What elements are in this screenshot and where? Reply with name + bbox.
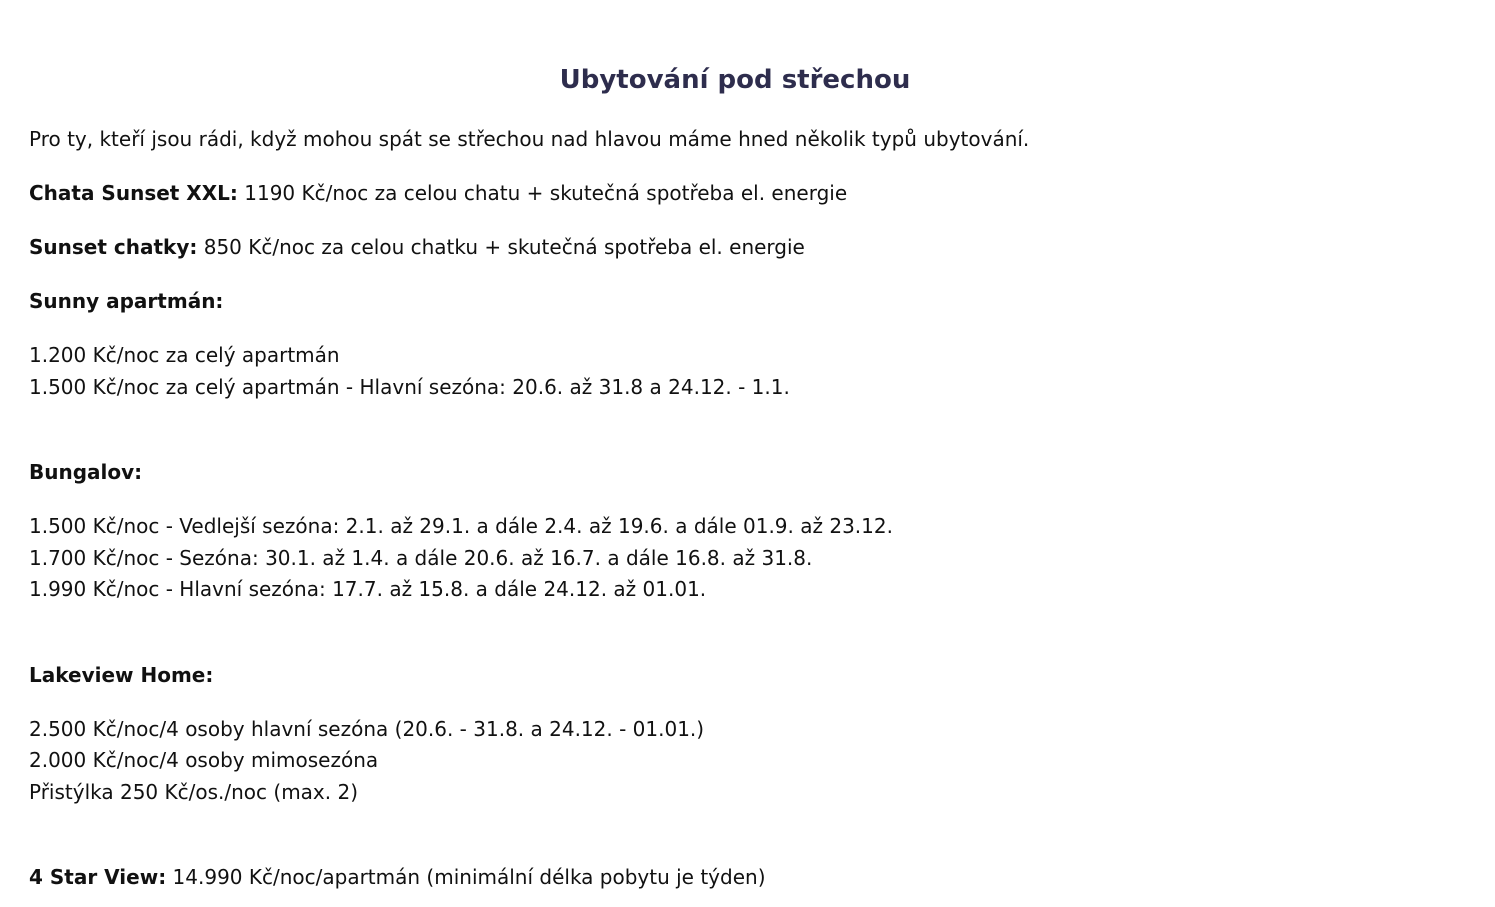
bungalov-heading: [29, 458, 142, 486]
price-line: 1.500 Kč/noc - Vedlejší sezóna: 2.1. až 29.1. a dále 2.4. až 19.6. a dále 01.9. až 23.12.: [29, 514, 893, 538]
price-line: 1.700 Kč/noc - Sezóna: 30.1. až 1.4. a dále 20.6. až 16.7. a dále 16.8. až 31.8.: [29, 546, 813, 570]
sunset-chatky-label: Sunset chatky:: [29, 235, 198, 259]
page-title: Ubytování pod střechou: [559, 65, 911, 95]
four-star-price: 14.990 Kč/noc/apartmán (minimální délka pobytu je týden): [166, 865, 766, 889]
four-star-row: [29, 863, 766, 891]
lakeview-label: Lakeview Home:: [29, 663, 214, 687]
sunny-apartman-heading: [29, 287, 223, 315]
sunny-apartman-label: Sunny apartmán:: [29, 289, 224, 313]
intro-text: Pro ty, kteří jsou rádi, když mohou spát se střechou nad hlavou máme hned několik typů ubytování.: [29, 127, 1030, 151]
four-star-label: 4 Star View:: [29, 865, 167, 889]
chata-sunset-price: 1190 Kč/noc za celou chatu + skutečná spotřeba el. energie: [237, 181, 848, 205]
price-line: 2.500 Kč/noc/4 osoby hlavní sezóna (20.6. - 31.8. a 24.12. - 01.01.): [29, 717, 705, 741]
price-line: 1.200 Kč/noc za celý apartmán: [29, 343, 340, 367]
chata-sunset-label: Chata Sunset XXL:: [29, 181, 238, 205]
price-line: 2.000 Kč/noc/4 osoby mimosezóna: [29, 748, 379, 772]
price-line: 1.990 Kč/noc - Hlavní sezóna: 17.7. až 15.8. a dále 24.12. až 01.01.: [29, 577, 707, 601]
price-line: Přistýlka 250 Kč/os./noc (max. 2): [29, 780, 359, 804]
sunset-chatky-price: 850 Kč/noc za celou chatku + skutečná spotřeba el. energie: [197, 235, 805, 259]
sunset-chatky-row: [29, 233, 805, 261]
lakeview-heading: [29, 661, 213, 689]
bungalov-label: Bungalov:: [29, 460, 143, 484]
price-line: 1.500 Kč/noc za celý apartmán - Hlavní sezóna: 20.6. až 31.8 a 24.12. - 1.1.: [29, 375, 790, 399]
chata-sunset-row: [29, 179, 847, 207]
